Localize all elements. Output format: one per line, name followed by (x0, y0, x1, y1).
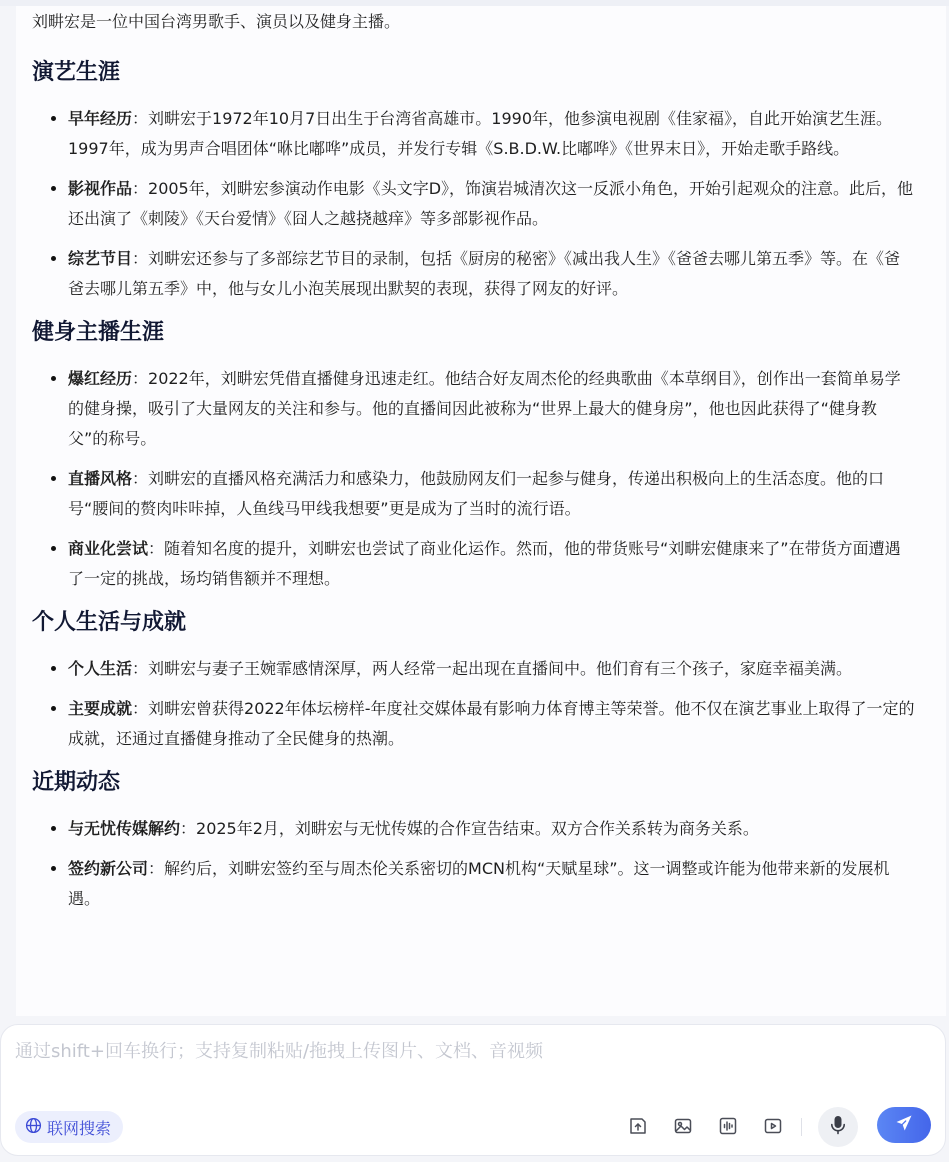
list-item (68, 814, 916, 844)
item-text: ：2022年，刘畊宏凭借直播健身迅速走红。他结合好友周杰伦的经典歌曲《本草纲目》，创作出一套简单易学的健身操，吸引了大量网友的关注和参与。他的直播间因此被称为“世界上最大的健身房”，他也因此获得了“健身教父”的称号。 (68, 369, 901, 448)
section-list-recent (32, 814, 916, 914)
video-icon[interactable] (762, 1115, 784, 1137)
message-input[interactable]: 通过shift+回车换行；支持复制粘贴/拖拽上传图片、文档、音视频 (15, 1041, 544, 1062)
message-composer[interactable] (0, 1024, 946, 1156)
section-heading-career: 演艺生涯 (32, 60, 121, 85)
list-item (68, 104, 916, 164)
item-text: ：解约后，刘畊宏签约至与周杰伦关系密切的MCN机构“天赋星球”。这一调整或许能为他带来新的发展机遇。 (68, 859, 890, 908)
section-list-fitness (32, 364, 916, 594)
toolbar-divider (801, 1118, 802, 1136)
audio-icon[interactable] (717, 1115, 739, 1137)
item-label: 主要成就 (68, 699, 133, 718)
section-list-career (32, 104, 916, 304)
item-text: ：刘畊宏于1972年10月7日出生于台湾省高雄市。1990年，他参演电视剧《佳家福》，自此开始演艺生涯。1997年，成为男声合唱团体“咻比嘟哗”成员，并发行专辑《S.B.D.W.比嘟哗》《世界末日》，开始走歌手路线。 (68, 109, 892, 158)
globe-icon (25, 1117, 42, 1138)
item-text: ：随着知名度的提升，刘畊宏也尝试了商业化运作。然而，他的带货账号“刘畊宏健康来了”在带货方面遭遇了一定的挑战，场均销售额并不理想。 (68, 539, 901, 588)
item-label: 个人生活 (68, 659, 133, 678)
list-item (68, 694, 916, 754)
microphone-icon (829, 1115, 847, 1139)
item-text: ：2005年，刘畊宏参演动作电影《头文字D》，饰演岩城清次这一反派小角色，开始引起观众的注意。此后，他还出演了《刺陵》《天台爱情》《囧人之越挠越痒》等多部影视作品。 (68, 179, 914, 228)
item-label: 直播风格 (68, 469, 133, 488)
send-icon (895, 1114, 913, 1136)
item-label: 商业化尝试 (68, 539, 149, 558)
item-label: 综艺节目 (68, 249, 133, 268)
voice-input-button[interactable] (818, 1107, 858, 1147)
section-heading-personal: 个人生活与成就 (32, 610, 187, 635)
list-item (68, 854, 916, 914)
item-label: 爆红经历 (68, 369, 133, 388)
item-text: ：刘畊宏的直播风格充满活力和感染力，他鼓励网友们一起参与健身，传递出积极向上的生活态度。他的口号“腰间的赘肉咔咔掉，人鱼线马甲线我想要”更是成为了当时的流行语。 (68, 469, 885, 518)
list-item (68, 534, 916, 594)
image-icon[interactable] (672, 1115, 694, 1137)
list-item (68, 174, 916, 234)
item-text: ：2025年2月，刘畊宏与无忧传媒的合作宣告结束。双方合作关系转为商务关系。 (180, 819, 759, 838)
upload-file-icon[interactable] (627, 1115, 649, 1137)
item-text: ：刘畊宏曾获得2022年体坛榜样-年度社交媒体最有影响力体育博主等荣誉。他不仅在演艺事业上取得了一定的成就，还通过直播健身推动了全民健身的热潮。 (68, 699, 915, 748)
section-heading-fitness: 健身主播生涯 (32, 320, 165, 345)
item-label: 签约新公司 (68, 859, 149, 878)
item-text: ：刘畊宏还参与了多部综艺节目的录制，包括《厨房的秘密》《减出我人生》《爸爸去哪儿第五季》等。在《爸爸去哪儿第五季》中，他与女儿小泡芙展现出默契的表现，获得了网友的好评。 (68, 249, 901, 298)
list-item (68, 654, 916, 684)
section-list-personal (32, 654, 916, 754)
section-heading-recent: 近期动态 (32, 770, 121, 795)
web-search-toggle[interactable] (15, 1111, 123, 1143)
item-text: ：刘畊宏与妻子王婉霏感情深厚，两人经常一起出现在直播间中。他们育有三个孩子，家庭幸福美满。 (132, 659, 853, 678)
list-item (68, 364, 916, 454)
chat-response (16, 6, 946, 1016)
list-item (68, 464, 916, 524)
item-label: 影视作品 (68, 179, 133, 198)
send-button[interactable] (877, 1107, 931, 1143)
web-search-label: 联网搜索 (47, 1118, 112, 1138)
item-label: 早年经历 (68, 109, 133, 128)
intro-text: 刘畊宏是一位中国台湾男歌手、演员以及健身主播。 (32, 12, 401, 31)
list-item (68, 244, 916, 304)
item-label: 与无忧传媒解约 (68, 819, 181, 838)
